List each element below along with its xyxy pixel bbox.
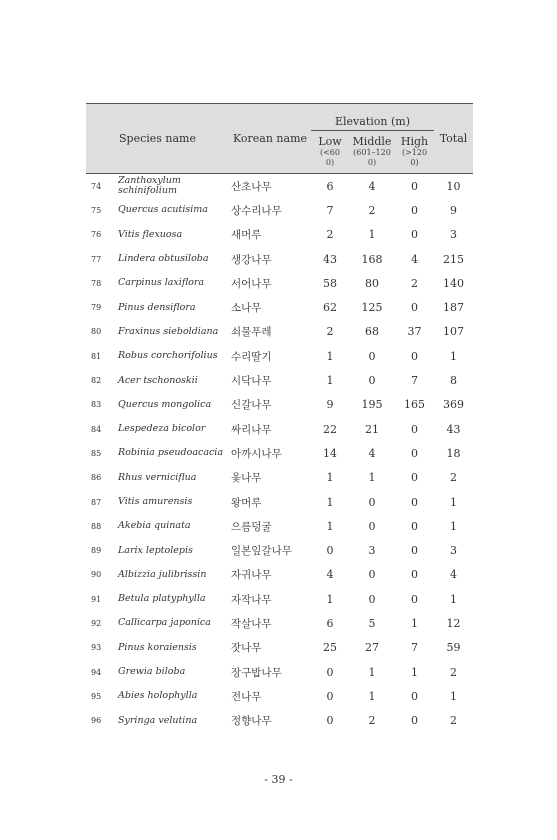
species-name: Albizzia julibrissin bbox=[118, 568, 207, 580]
count-middle: 2 bbox=[368, 203, 376, 217]
species-name: Lespedeza bicolor bbox=[118, 423, 206, 435]
species-name: Quercus acutisima bbox=[118, 204, 208, 216]
table-row bbox=[86, 247, 473, 271]
korean-name: 잣나무 bbox=[231, 642, 262, 655]
species-name: Abies holophylla bbox=[118, 690, 198, 702]
count-high: 2 bbox=[411, 276, 418, 290]
count-high: 7 bbox=[411, 374, 418, 388]
count-high: 1 bbox=[411, 665, 418, 679]
count-middle: 195 bbox=[361, 398, 383, 412]
korean-name: 정향나무 bbox=[231, 715, 272, 728]
table-row bbox=[86, 636, 473, 660]
species-name: Vitis flexuosa bbox=[118, 228, 183, 240]
row-number: 96 bbox=[91, 716, 102, 726]
row-number: 88 bbox=[91, 521, 102, 531]
count-low: 2 bbox=[326, 228, 334, 242]
korean-name: 상수리나무 bbox=[231, 204, 282, 217]
row-number: 83 bbox=[91, 400, 102, 410]
table-row bbox=[86, 441, 473, 465]
count-high: 0 bbox=[411, 228, 418, 242]
korean-name: 신갈나무 bbox=[231, 399, 272, 412]
count-high: 4 bbox=[411, 252, 418, 266]
count-middle: 2 bbox=[368, 714, 376, 728]
species-name: Lindera obtusiloba bbox=[118, 253, 209, 265]
table-row bbox=[86, 660, 473, 684]
korean-name: 왕머루 bbox=[231, 496, 262, 509]
count-total: 1 bbox=[450, 592, 457, 606]
header-high-label: High bbox=[400, 135, 429, 148]
table-row bbox=[86, 271, 473, 295]
species-name: Callicarpa japonica bbox=[118, 617, 211, 629]
count-total: 3 bbox=[450, 544, 457, 558]
header-low-range: (<600) bbox=[319, 148, 340, 167]
row-number: 74 bbox=[91, 181, 102, 191]
table-row bbox=[86, 344, 473, 368]
count-low: 1 bbox=[326, 592, 334, 606]
count-total: 59 bbox=[446, 641, 461, 655]
count-middle: 168 bbox=[361, 252, 383, 266]
count-middle: 3 bbox=[368, 544, 376, 558]
species-elevation-table bbox=[86, 103, 473, 733]
count-total: 1 bbox=[450, 349, 457, 363]
count-high: 0 bbox=[411, 301, 418, 315]
count-low: 0 bbox=[326, 544, 334, 558]
korean-name: 산초나무 bbox=[231, 180, 272, 193]
table-row bbox=[86, 587, 473, 611]
count-low: 7 bbox=[326, 203, 334, 217]
count-total: 3 bbox=[450, 228, 457, 242]
species-name: Zanthoxylum schinifolium bbox=[118, 175, 181, 197]
count-middle: 1 bbox=[368, 665, 376, 679]
table-row bbox=[86, 295, 473, 319]
count-high: 0 bbox=[411, 471, 418, 485]
species-name: Robus corchorifolius bbox=[118, 350, 218, 362]
header-middle-label: Middle bbox=[352, 135, 392, 148]
row-number: 84 bbox=[91, 424, 102, 434]
header-korean-name: Korean name bbox=[229, 104, 311, 174]
count-low: 2 bbox=[326, 325, 334, 339]
korean-name: 전나무 bbox=[231, 690, 262, 703]
count-total: 215 bbox=[443, 252, 464, 266]
row-number: 80 bbox=[91, 327, 102, 337]
count-middle: 27 bbox=[365, 641, 379, 655]
count-total: 2 bbox=[450, 714, 457, 728]
species-name: Vitis amurensis bbox=[118, 496, 193, 507]
table-row bbox=[86, 611, 473, 635]
korean-name: 새머루 bbox=[231, 229, 262, 242]
row-number: 93 bbox=[91, 643, 102, 653]
page-number: - 39 - bbox=[264, 773, 293, 786]
count-middle: 4 bbox=[368, 446, 376, 460]
count-low: 0 bbox=[326, 714, 334, 728]
count-high: 0 bbox=[411, 446, 418, 460]
count-low: 1 bbox=[326, 374, 334, 388]
header-total: Total bbox=[434, 104, 473, 174]
header-species-name: Species name bbox=[86, 104, 229, 174]
count-middle: 1 bbox=[368, 228, 376, 242]
table-row bbox=[86, 563, 473, 587]
table-row bbox=[86, 393, 473, 417]
count-middle: 0 bbox=[368, 495, 376, 509]
count-middle: 1 bbox=[368, 471, 376, 485]
header-high-range: (>1200) bbox=[401, 148, 428, 167]
count-total: 2 bbox=[450, 471, 457, 485]
row-number: 86 bbox=[91, 473, 102, 483]
korean-name: 소나무 bbox=[231, 302, 262, 315]
row-number: 78 bbox=[91, 278, 102, 288]
species-name: Acer tschonoskii bbox=[118, 374, 198, 386]
korean-name: 작살나무 bbox=[231, 617, 272, 630]
count-low: 1 bbox=[326, 349, 334, 363]
count-total: 10 bbox=[446, 179, 461, 193]
table-row bbox=[86, 709, 473, 733]
count-total: 369 bbox=[443, 398, 464, 412]
korean-name: 자작나무 bbox=[231, 593, 272, 606]
row-number: 76 bbox=[91, 230, 102, 240]
count-low: 9 bbox=[326, 398, 334, 412]
korean-name: 옻나무 bbox=[231, 472, 262, 485]
species-name: Robinia pseudoacacia bbox=[118, 447, 224, 459]
header-high bbox=[395, 131, 434, 174]
species-name: Larix leptolepis bbox=[118, 544, 193, 556]
species-name: Carpinus laxiflora bbox=[118, 277, 205, 289]
count-middle: 0 bbox=[368, 349, 376, 363]
count-total: 43 bbox=[446, 422, 461, 436]
row-number: 92 bbox=[91, 618, 102, 628]
count-middle: 0 bbox=[368, 519, 376, 533]
count-low: 6 bbox=[326, 179, 334, 193]
row-number: 75 bbox=[91, 205, 102, 215]
count-total: 18 bbox=[446, 446, 461, 460]
count-middle: 80 bbox=[365, 276, 379, 290]
count-middle: 125 bbox=[361, 301, 383, 315]
korean-name: 쇠물푸레 bbox=[231, 326, 272, 339]
count-high: 0 bbox=[411, 422, 418, 436]
row-number: 82 bbox=[91, 376, 102, 386]
table-row bbox=[86, 490, 473, 514]
count-low: 1 bbox=[326, 471, 334, 485]
count-total: 1 bbox=[450, 519, 457, 533]
count-high: 37 bbox=[407, 325, 422, 339]
korean-name: 아까시나무 bbox=[231, 447, 282, 460]
count-low: 25 bbox=[323, 641, 337, 655]
count-middle: 0 bbox=[368, 374, 376, 388]
count-high: 0 bbox=[411, 568, 418, 582]
count-low: 58 bbox=[323, 276, 337, 290]
header-middle bbox=[349, 131, 395, 174]
count-total: 8 bbox=[450, 374, 457, 388]
table-row bbox=[86, 417, 473, 441]
table-body bbox=[86, 174, 473, 733]
count-high: 7 bbox=[411, 641, 418, 655]
count-high: 0 bbox=[411, 349, 418, 363]
count-high: 0 bbox=[411, 544, 418, 558]
count-low: 62 bbox=[323, 301, 337, 315]
species-name: Syringa velutina bbox=[118, 714, 198, 726]
count-high: 0 bbox=[411, 179, 418, 193]
count-low: 6 bbox=[326, 616, 334, 630]
count-low: 0 bbox=[326, 665, 334, 679]
korean-name: 으름덩굴 bbox=[231, 520, 272, 533]
count-high: 0 bbox=[411, 714, 418, 728]
count-total: 1 bbox=[450, 495, 457, 509]
header-middle-range: (601–1200) bbox=[353, 148, 391, 167]
count-middle: 0 bbox=[368, 592, 376, 606]
count-middle: 68 bbox=[365, 325, 379, 339]
count-middle: 21 bbox=[365, 422, 379, 436]
table-row bbox=[86, 174, 473, 199]
count-total: 4 bbox=[450, 568, 457, 582]
row-number: 77 bbox=[91, 254, 102, 264]
count-high: 165 bbox=[404, 398, 425, 412]
count-high: 0 bbox=[411, 203, 418, 217]
header-elevation: Elevation (m) bbox=[311, 104, 434, 131]
korean-name: 싸리나무 bbox=[231, 423, 272, 436]
header-low bbox=[311, 131, 349, 174]
count-high: 0 bbox=[411, 495, 418, 509]
row-number: 89 bbox=[91, 546, 102, 556]
species-name: Rhus verniciflua bbox=[118, 471, 197, 483]
korean-name: 서어나무 bbox=[231, 277, 272, 290]
korean-name: 수리딸기 bbox=[231, 350, 272, 363]
species-name: Quercus mongolica bbox=[118, 398, 212, 410]
count-middle: 5 bbox=[368, 616, 376, 630]
table-row bbox=[86, 223, 473, 247]
row-number: 90 bbox=[91, 570, 102, 580]
species-name: Pinus koraiensis bbox=[118, 641, 197, 653]
table-row bbox=[86, 466, 473, 490]
count-middle: 0 bbox=[368, 568, 376, 582]
species-name: Grewia biloba bbox=[118, 666, 186, 678]
count-low: 1 bbox=[326, 519, 334, 533]
korean-name: 시닥나무 bbox=[231, 375, 272, 388]
row-number: 87 bbox=[91, 497, 102, 507]
korean-name: 자귀나무 bbox=[231, 569, 272, 582]
table-row bbox=[86, 320, 473, 344]
table-header bbox=[86, 104, 473, 174]
count-middle: 4 bbox=[368, 179, 376, 193]
count-high: 0 bbox=[411, 592, 418, 606]
count-high: 0 bbox=[411, 519, 418, 533]
count-total: 187 bbox=[443, 301, 464, 315]
row-number: 91 bbox=[91, 594, 102, 604]
table-row bbox=[86, 514, 473, 538]
korean-name: 장구밥나무 bbox=[231, 666, 282, 679]
count-total: 140 bbox=[443, 276, 464, 290]
header-low-label: Low bbox=[318, 135, 342, 148]
table-row bbox=[86, 198, 473, 222]
table-row bbox=[86, 368, 473, 392]
row-number: 94 bbox=[91, 667, 102, 677]
species-name: Fraxinus sieboldiana bbox=[118, 325, 219, 337]
count-low: 4 bbox=[326, 568, 334, 582]
species-name: Pinus densiflora bbox=[118, 301, 196, 313]
count-low: 1 bbox=[326, 495, 334, 509]
table-row bbox=[86, 684, 473, 708]
korean-name: 일본잎갈나무 bbox=[231, 545, 292, 558]
species-name: Akebia quinata bbox=[118, 520, 191, 532]
count-total: 2 bbox=[450, 665, 457, 679]
count-total: 9 bbox=[450, 203, 457, 217]
count-total: 12 bbox=[446, 616, 461, 630]
count-low: 43 bbox=[323, 252, 337, 266]
row-number: 79 bbox=[91, 303, 102, 313]
count-high: 1 bbox=[411, 616, 418, 630]
count-low: 22 bbox=[323, 422, 337, 436]
row-number: 81 bbox=[91, 351, 102, 361]
row-number: 95 bbox=[91, 691, 102, 701]
species-name: Betula platyphylla bbox=[118, 593, 206, 605]
count-high: 0 bbox=[411, 689, 418, 703]
korean-name: 생강나무 bbox=[231, 253, 272, 266]
count-low: 14 bbox=[323, 446, 337, 460]
count-low: 0 bbox=[326, 689, 334, 703]
row-number: 85 bbox=[91, 448, 102, 458]
count-middle: 1 bbox=[368, 689, 376, 703]
table-row bbox=[86, 538, 473, 562]
count-total: 107 bbox=[443, 325, 464, 339]
count-total: 1 bbox=[450, 689, 457, 703]
